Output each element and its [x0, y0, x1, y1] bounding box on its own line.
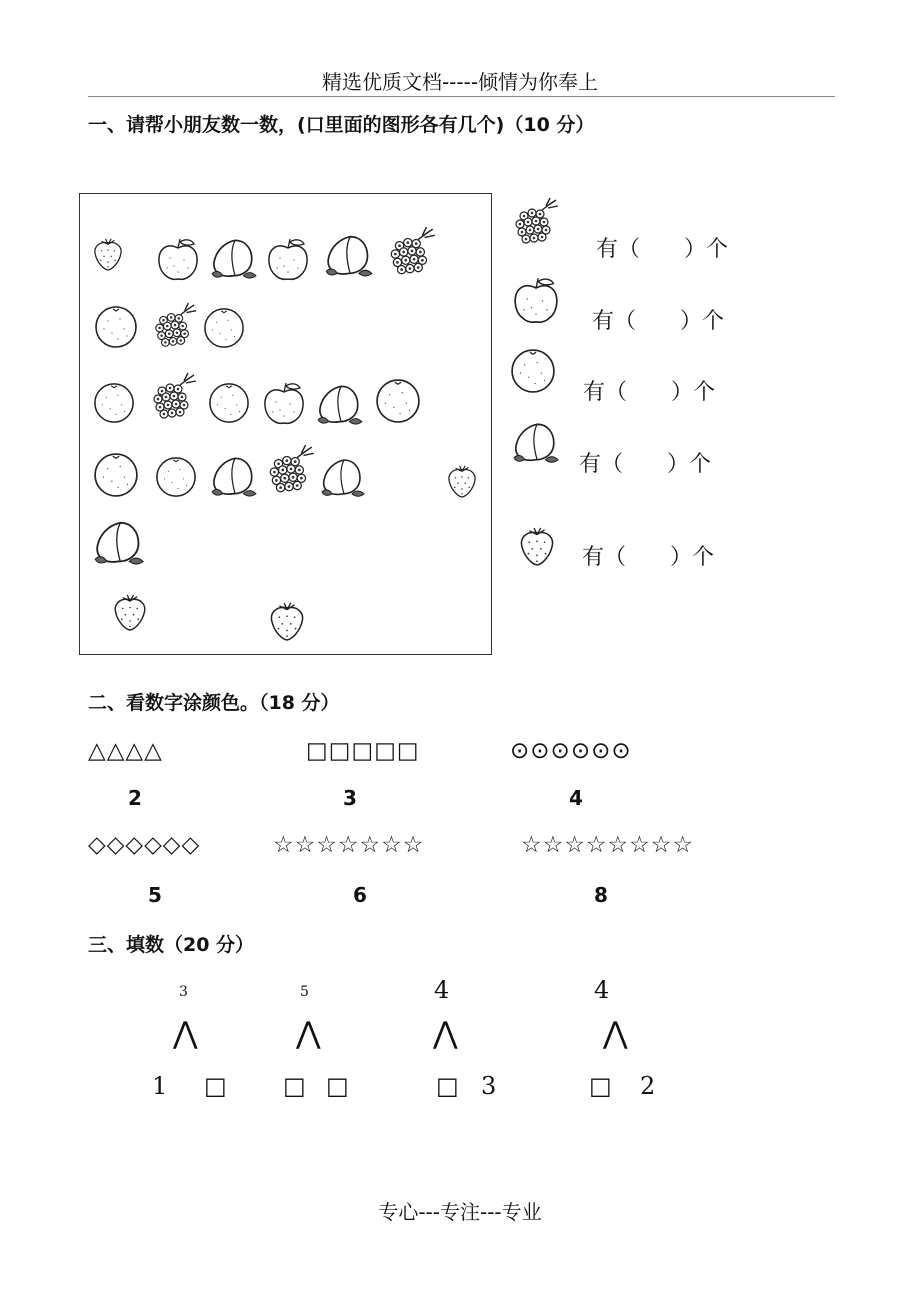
strawberry-icon: [446, 462, 478, 500]
split-right-3: 3: [481, 1072, 497, 1100]
section3-title: 三、填数（20 分）: [88, 934, 255, 956]
peach-icon: [322, 230, 374, 278]
peach-icon: [318, 454, 366, 498]
split-left-2[interactable]: □: [283, 1072, 306, 1100]
number-squares: 3: [343, 786, 357, 810]
orange-icon: [203, 307, 245, 349]
split-symbol-2: ⋀: [296, 1016, 321, 1051]
split-symbol-4: ⋀: [603, 1016, 628, 1051]
apple-icon: [156, 236, 200, 282]
peach-icon: [208, 452, 258, 498]
squares[interactable]: □□□□□: [306, 738, 420, 764]
peach-icon: [314, 380, 364, 426]
split-symbol-3: ⋀: [433, 1016, 458, 1051]
raspberry-icon: [150, 302, 200, 352]
triangles[interactable]: △△△△: [88, 738, 163, 764]
split-top-1: 3: [179, 984, 188, 1000]
peach-icon: [208, 234, 258, 280]
orange-icon: [93, 452, 139, 498]
strawberry-icon: [92, 235, 124, 273]
diamonds[interactable]: ◇◇◇◇◇◇: [88, 832, 201, 858]
split-left-3[interactable]: □: [436, 1072, 459, 1100]
apple-icon: [262, 380, 306, 426]
legend-strawberry-icon: [518, 524, 556, 568]
answer-orange: 有（ ）个: [583, 380, 716, 405]
split-top-3: 4: [434, 976, 450, 1004]
split-right-4: 2: [640, 1072, 656, 1100]
header-divider: [88, 96, 835, 97]
stars-eight[interactable]: ☆☆☆☆☆☆☆☆: [521, 832, 694, 858]
split-left-4[interactable]: □: [589, 1072, 612, 1100]
answer-raspberry: 有（ ）个: [596, 237, 729, 262]
strawberry-icon: [112, 592, 148, 632]
orange-icon: [155, 456, 197, 498]
split-left-1: 1: [152, 1072, 168, 1100]
number-diamonds: 5: [148, 883, 162, 907]
number-triangles: 2: [128, 786, 142, 810]
raspberry-icon: [264, 444, 318, 498]
answer-apple: 有（ ）个: [592, 309, 725, 334]
apple-icon: [266, 236, 310, 282]
legend-peach-icon: [508, 418, 562, 464]
number-circles: 4: [569, 786, 583, 810]
answer-peach: 有（ ）个: [579, 452, 712, 477]
number-stars-seven: 6: [353, 883, 367, 907]
page-header: 精选优质文档-----倾情为你奉上: [321, 70, 599, 94]
legend-raspberry-icon: [510, 196, 562, 250]
split-top-2: 5: [300, 984, 309, 1000]
answer-strawberry: 有（ ）个: [582, 545, 715, 570]
split-top-4: 4: [594, 976, 610, 1004]
split-right-1[interactable]: □: [204, 1072, 227, 1100]
section2-title: 二、看数字涂颜色。（18 分）: [88, 692, 340, 714]
raspberry-icon: [148, 372, 200, 424]
orange-icon: [375, 378, 421, 424]
stars-seven[interactable]: ☆☆☆☆☆☆☆: [273, 832, 425, 858]
raspberry-icon: [385, 226, 439, 280]
split-symbol-1: ⋀: [173, 1016, 198, 1051]
split-right-2[interactable]: □: [326, 1072, 349, 1100]
page-footer: 专心---专注---专业: [378, 1200, 542, 1224]
legend-apple-icon: [512, 274, 560, 326]
orange-icon: [93, 382, 135, 424]
orange-icon: [94, 305, 138, 349]
circles[interactable]: ⊙⊙⊙⊙⊙⊙: [510, 738, 632, 764]
strawberry-icon: [268, 600, 306, 642]
number-stars-eight: 8: [594, 883, 608, 907]
legend-orange-icon: [510, 348, 556, 394]
section1-title: 一、请帮小朋友数一数，(口里面的图形各有几个)（10 分）: [88, 114, 595, 136]
peach-icon: [90, 516, 146, 566]
orange-icon: [208, 382, 250, 424]
